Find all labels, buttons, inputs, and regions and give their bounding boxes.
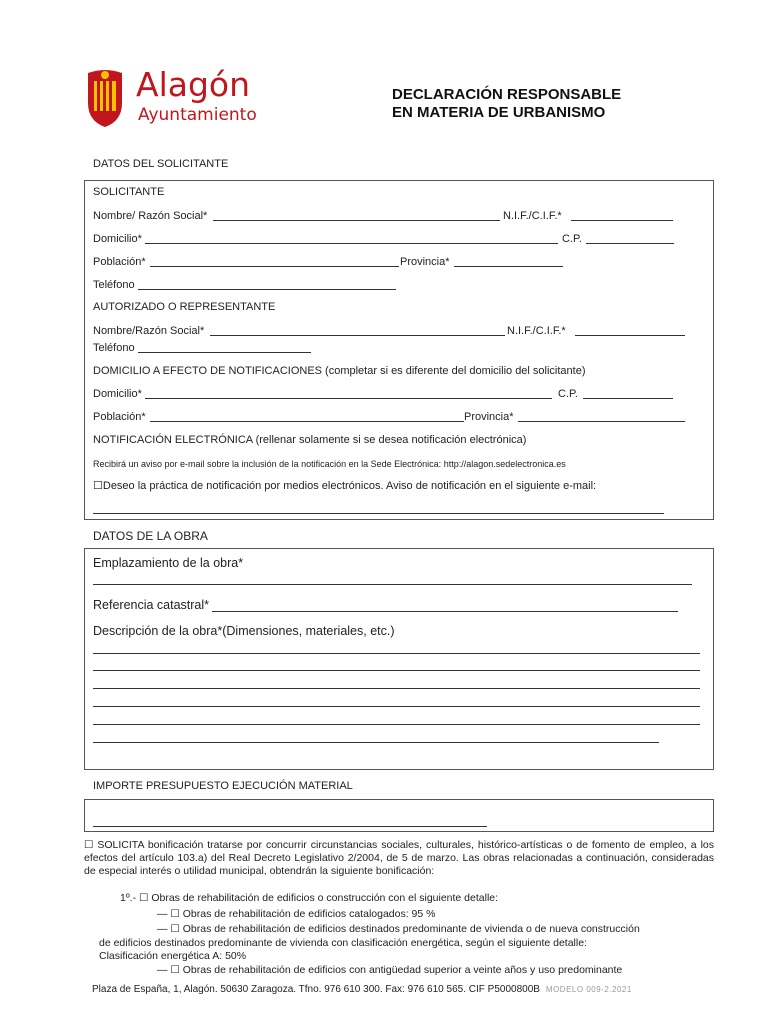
field-notif-domicilio[interactable] bbox=[145, 398, 552, 399]
model-code: MODELO 009-2.2021 bbox=[545, 985, 632, 994]
document-title bbox=[392, 86, 621, 122]
label-notif-poblacion: Población* bbox=[93, 411, 146, 423]
solicita-bonificacion: ☐ SOLICITA bonificación tratarse por concurrir circunstancias sociales, culturales, histórico-artísticas o de fomento de empleo, a los efectos del artículo 103.a) del Real Decreto Legislativo 2/2004, de 5 de marzo. Las obras relacionadas a continuación, consideradas de especial interés o utilidad municipal, obtendrán la siguiente bonificación: bbox=[84, 839, 714, 877]
section-label-obra: DATOS DE LA OBRA bbox=[93, 529, 208, 543]
label-domicilio: Domicilio* bbox=[93, 233, 142, 245]
alagon-logo bbox=[82, 67, 282, 137]
section-label-importe: IMPORTE PRESUPUESTO EJECUCIÓN MATERIAL bbox=[93, 780, 353, 792]
label-emplazamiento: Emplazamiento de la obra* bbox=[93, 556, 244, 570]
bonificacion-item-1b-clase: Clasificación energética A: 50% bbox=[99, 950, 247, 962]
label-telefono: Teléfono bbox=[93, 279, 135, 291]
field-importe[interactable] bbox=[93, 826, 487, 827]
title-line-1: DECLARACIÓN RESPONSABLE bbox=[392, 86, 622, 103]
field-descripcion-line[interactable] bbox=[93, 724, 700, 725]
label-notif-provincia: Provincia* bbox=[464, 411, 514, 423]
field-email[interactable] bbox=[93, 513, 664, 514]
field-descripcion-line[interactable] bbox=[93, 688, 700, 689]
electronica-info: Recibirá un aviso por e-mail sobre la inclusión de la notificación en la Sede Electrónica: http://alagon.sedelectronica.es bbox=[93, 459, 566, 469]
deseo-label: Deseo la práctica de notificación por medios electrónicos. Aviso de notificación en el siguiente e-mail: bbox=[102, 480, 597, 492]
field-notif-provincia[interactable] bbox=[518, 421, 685, 422]
importe-box bbox=[84, 799, 714, 832]
bonificacion-item-1b: — ☐ Obras de rehabilitación de edificios destinados predominante de vivienda o de nueva construcción bbox=[157, 923, 640, 935]
label-poblacion: Población* bbox=[93, 256, 146, 268]
label-notif-domicilio: Domicilio* bbox=[93, 388, 142, 400]
bonificacion-item-1c: — ☐ Obras de rehabilitación de edificios con antigüedad superior a veinte años y uso predominante bbox=[157, 964, 623, 976]
heading-solicitante: SOLICITANTE bbox=[93, 186, 165, 198]
label-descripcion: Descripción de la obra*(Dimensiones, materiales, etc.) bbox=[93, 624, 395, 638]
field-nombre[interactable] bbox=[213, 220, 500, 221]
deseo-checkbox[interactable]: ☐ bbox=[93, 480, 103, 492]
brand-name: Alagón bbox=[136, 65, 251, 104]
heading-autorizado: AUTORIZADO O REPRESENTANTE bbox=[93, 301, 276, 313]
field-descripcion-line[interactable] bbox=[93, 653, 700, 654]
label-nif: N.I.F./C.I.F.* bbox=[503, 210, 562, 222]
field-aut-telefono[interactable] bbox=[138, 352, 311, 353]
footer-address: Plaza de España, 1, Alagón. 50630 Zaragoza. Tfno. 976 610 300. Fax: 976 610 565. CIF P5000800B bbox=[92, 984, 540, 995]
heading-electronica: NOTIFICACIÓN ELECTRÓNICA (rellenar solamente si se desea notificación electrónica) bbox=[93, 434, 527, 446]
field-notif-poblacion[interactable] bbox=[150, 421, 464, 422]
field-descripcion-line[interactable] bbox=[93, 706, 700, 707]
field-domicilio[interactable] bbox=[145, 243, 558, 244]
field-provincia[interactable] bbox=[454, 266, 563, 267]
field-descripcion-line[interactable] bbox=[93, 670, 700, 671]
label-notif-cp: C.P. bbox=[558, 388, 578, 400]
deseo-row bbox=[93, 479, 596, 493]
title-line-2: EN MATERIA DE URBANISMO bbox=[392, 104, 606, 121]
obra-box bbox=[84, 548, 714, 770]
field-notif-cp[interactable] bbox=[583, 398, 673, 399]
footer bbox=[92, 984, 632, 995]
field-poblacion[interactable] bbox=[150, 266, 399, 267]
field-telefono[interactable] bbox=[138, 289, 396, 290]
label-referencia: Referencia catastral* bbox=[93, 598, 210, 612]
label-cp: C.P. bbox=[562, 233, 582, 245]
field-nif[interactable] bbox=[571, 220, 673, 221]
field-aut-nif[interactable] bbox=[575, 335, 685, 336]
heading-notificaciones: DOMICILIO A EFECTO DE NOTIFICACIONES (completar si es diferente del domicilio del solicitante) bbox=[93, 365, 586, 377]
label-aut-nombre: Nombre/Razón Social* bbox=[93, 325, 205, 337]
label-provincia: Provincia* bbox=[400, 256, 450, 268]
section-label-solicitante: DATOS DEL SOLICITANTE bbox=[93, 158, 229, 170]
field-cp[interactable] bbox=[586, 243, 674, 244]
field-referencia[interactable] bbox=[212, 611, 678, 612]
coat-of-arms-icon bbox=[82, 67, 128, 129]
field-descripcion-line[interactable] bbox=[93, 742, 659, 743]
bonificacion-item-1: 1º.- ☐ Obras de rehabilitación de edificios o construcción con el siguiente detalle: bbox=[120, 892, 499, 904]
brand-subtitle: Ayuntamiento bbox=[138, 105, 257, 125]
field-emplazamiento[interactable] bbox=[93, 584, 692, 585]
label-aut-telefono: Teléfono bbox=[93, 342, 135, 354]
label-nombre: Nombre/ Razón Social* bbox=[93, 210, 208, 222]
bonificacion-item-1a: — ☐ Obras de rehabilitación de edificios catalogados: 95 % bbox=[157, 908, 436, 920]
field-aut-nombre[interactable] bbox=[210, 335, 505, 336]
bonificacion-item-1b-cont: de edificios destinados predominante de vivienda con clasificación energética, según el siguiente detalle: bbox=[99, 937, 587, 949]
label-aut-nif: N.I.F./C.I.F.* bbox=[507, 325, 566, 337]
